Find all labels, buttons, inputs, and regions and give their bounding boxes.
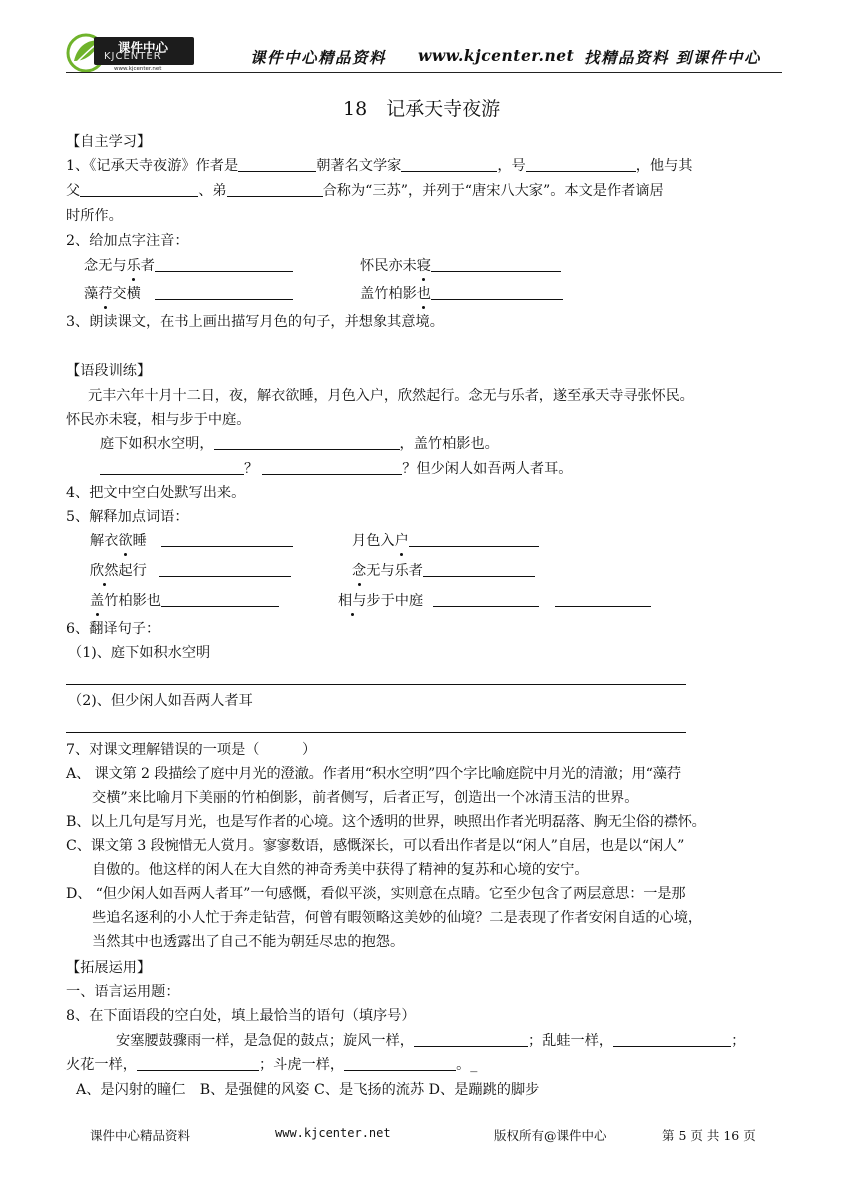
q5-item-6: 相与步于中庭 [338, 591, 651, 611]
blank-brother[interactable] [227, 181, 323, 197]
passage-line-1: 元丰六年十月十二日，夜，解衣欲睡，月色入户，欣然起行。念无与乐者，遂至承天寺寻张怀民。 [88, 388, 694, 404]
q5-item-3: 欣然起行 [90, 561, 291, 581]
q5-blank-1[interactable] [161, 531, 293, 547]
question-6-label: 6、翻译句子： [66, 621, 161, 637]
site-logo [66, 33, 196, 73]
question-1-line-2: 父 、弟 合称为“三苏”，并列于“唐宋八大家”。本文是作者谪居 [66, 183, 664, 199]
question-5-label: 5、解释加点词语： [66, 509, 189, 525]
dictation-blank-2[interactable] [100, 459, 244, 475]
q7-option-a-line-2: 交横”来比喻月下美丽的竹柏倒影，前者侧写，后者正写，创造出一个冰清玉洁的世界。 [92, 790, 639, 806]
q6-answer-line-2[interactable] [66, 732, 686, 733]
q5-blank-3[interactable] [159, 561, 291, 577]
q2-blank-4[interactable] [431, 284, 563, 300]
logo-url-text: www.kjcenter.net [114, 66, 162, 72]
q8-options: A、是闪射的瞳仁 B、是强健的风姿 C、是飞扬的流苏 D、是蹦跳的脚步 [76, 1082, 540, 1098]
q2-item-2: 怀民亦未寝 [360, 256, 561, 276]
q8-line-2: 火花一样， ；斗虎一样， 。_ [66, 1057, 478, 1073]
section-heading-self-study: 【自主学习】 [66, 134, 152, 150]
q5-blank-4[interactable] [423, 561, 535, 577]
q5-item-5: 盖竹柏影也 [90, 591, 279, 611]
page-title: 18 记承天寺夜游 [343, 98, 501, 120]
q2-item-3: 藻荇交横 [84, 284, 293, 304]
q7-option-c-line-2: 自傲的。他这样的闲人在大自然的神奇秀美中获得了精神的复苏和心境的安宁。 [92, 862, 589, 878]
q6-sentence-2: （2)、但少闲人如吾两人者耳 [68, 693, 253, 709]
q5-blank-2[interactable] [409, 531, 539, 547]
q2-item-1: 念无与乐者 [84, 256, 293, 276]
blank-father[interactable] [80, 181, 198, 197]
q7-option-a-line-1: A、 课文第 2 段描绘了庭中月光的澄澈。作者用“积水空明”四个字比喻庭院中月光的清澈；用“藻荇 [66, 766, 681, 782]
blank-pen-name[interactable] [526, 156, 636, 172]
blank-author[interactable] [238, 156, 316, 172]
question-2-label: 2、给加点字注音： [66, 233, 189, 249]
q8-blank-1[interactable] [414, 1031, 528, 1047]
logo-english-text: KJCENTER [104, 51, 162, 62]
dictation-blank-1[interactable] [214, 434, 400, 450]
section-heading-extension: 【拓展运用】 [66, 960, 152, 976]
q5-blank-6b[interactable] [555, 591, 651, 607]
footer-url[interactable]: www.kjcenter.net [275, 1126, 391, 1140]
header-right-text: 找精品资料 到课件中心 [584, 48, 761, 67]
question-1-line-3: 时所作。 [66, 208, 123, 224]
q7-option-b: B、以上几句是写月光，也是写作者的心境。这个透明的世界，映照出作者光明磊落、胸无尘俗的襟怀。 [66, 814, 706, 830]
q2-blank-2[interactable] [431, 256, 561, 272]
section-heading-training: 【语段训练】 [66, 363, 152, 379]
q8-blank-2[interactable] [613, 1031, 731, 1047]
q7-option-c-line-1: C、课文第 3 段惋惜无人赏月。寥寥数语，感慨深长，可以看出作者是以“闲人”自居，也是以“闲人” [66, 838, 685, 854]
passage-line-3: 庭下如积水空明， ，盖竹柏影也。 [100, 436, 499, 452]
q5-item-2: 月色入户 [352, 531, 539, 551]
q5-item-4: 念无与乐者 [352, 561, 535, 581]
q7-option-d-line-1: D、 “但少闲人如吾两人者耳”一句感慨，看似平淡，实则意在点睛。它至少包含了两层意思：一是那 [66, 886, 686, 902]
footer-page-number: 第 5 页 共 16 页 [662, 1128, 756, 1143]
question-7-stem: 7、对课文理解错误的一项是（ ） [66, 742, 317, 758]
q5-item-1: 解衣欲睡 [90, 531, 293, 551]
q7-option-d-line-2: 些追名逐利的小人忙于奔走钻营，何曾有暇领略这美妙的仙境？二是表现了作者安闲自适的心境， [92, 910, 703, 926]
q2-item-4: 盖竹柏影也 [360, 284, 563, 304]
header-divider [66, 72, 782, 73]
passage-line-2: 怀民亦未寝，相与步于中庭。 [66, 412, 251, 428]
q7-option-d-line-3: 当然其中也透露出了自己不能为朝廷尽忠的抱怨。 [92, 934, 405, 950]
header-left-text: 课件中心精品资料 [250, 48, 387, 67]
logo-chinese-text: 课件中心 [118, 40, 169, 55]
question-8: 8、在下面语段的空白处，填上最恰当的语句（填序号） [66, 1008, 416, 1024]
q2-blank-3[interactable] [155, 284, 293, 300]
q8-line-1: 安塞腰鼓骤雨一样，是急促的鼓点；旋风一样， ；乱蛙一样， ； [116, 1033, 746, 1049]
q2-blank-1[interactable] [155, 256, 293, 272]
blank-dynasty-literati[interactable] [401, 156, 497, 172]
q6-answer-line-1[interactable] [66, 684, 686, 685]
extension-subheading: 一、语言运用题： [66, 984, 180, 1000]
header-url[interactable]: www.kjcenter.net [418, 46, 575, 65]
q5-blank-6a[interactable] [433, 591, 539, 607]
q8-blank-3[interactable] [137, 1055, 259, 1071]
q5-blank-5[interactable] [161, 591, 279, 607]
q8-blank-4[interactable] [344, 1055, 456, 1071]
question-3: 3、朗读课文，在书上画出描写月色的句子，并想象其意境。 [66, 314, 444, 330]
footer-left: 课件中心精品资料 [90, 1128, 191, 1143]
dictation-blank-3[interactable] [262, 459, 402, 475]
question-1-line-1: 1、《记承天寺夜游》作者是 朝著名文学家 ，号 ，他与其 [66, 158, 693, 174]
q6-sentence-1: （1)、庭下如积水空明 [68, 645, 211, 661]
footer-copyright: 版权所有@课件中心 [494, 1128, 607, 1143]
passage-line-4: ？ ？但少闲人如吾两人者耳。 [100, 459, 572, 479]
question-4: 4、把文中空白处默写出来。 [66, 485, 246, 501]
